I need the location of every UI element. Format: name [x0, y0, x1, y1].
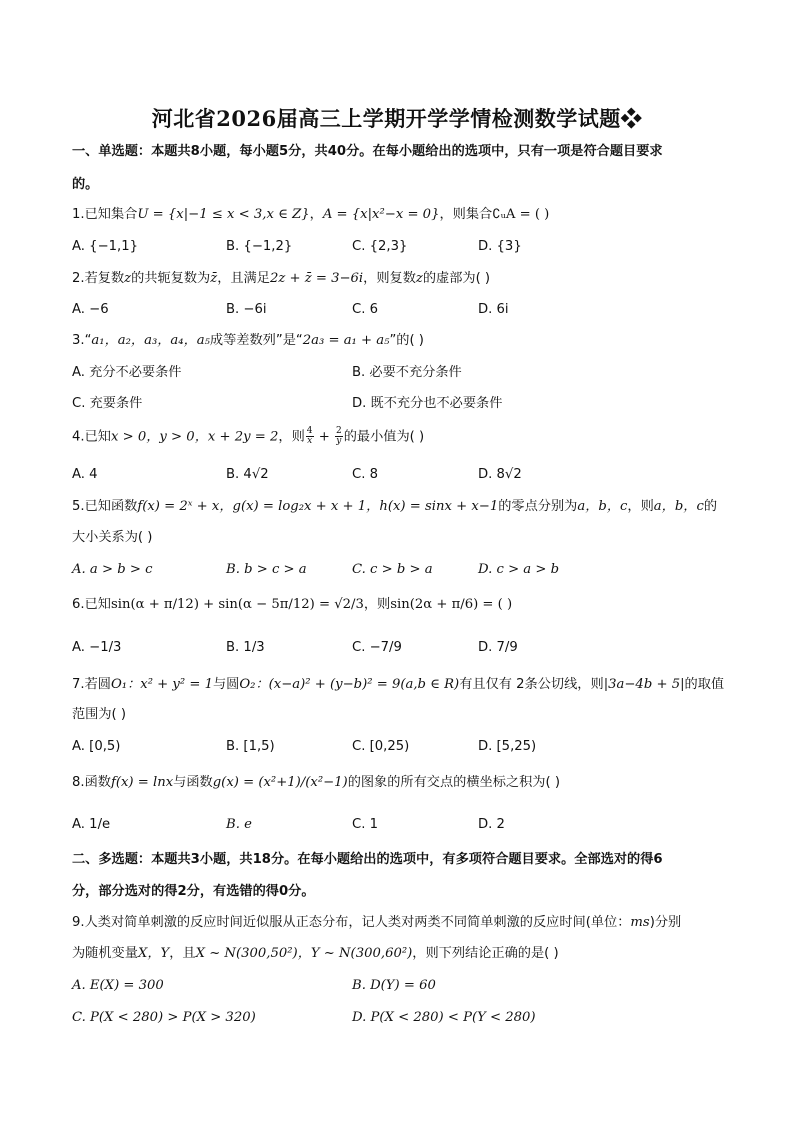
- question-7-line2: 范围为( ): [72, 707, 127, 722]
- q5-option-b[interactable]: B. b > c > a: [226, 562, 307, 577]
- q3-option-b[interactable]: B. 必要不充分条件: [352, 365, 462, 380]
- q1-option-b[interactable]: B. {−1,2}: [226, 239, 293, 254]
- question-4: 4.已知x > 0，y > 0，x + 2y = 2，则 $\frac{4}{x}$ + $\frac{2}{y}$ 的最小值为( ): [72, 426, 425, 446]
- question-9-line2: 为随机变量X，Y，且X ~ N(300,50²)，Y ~ N(300,60²)，则下列结论正确的是( ): [72, 946, 559, 961]
- fraction-2-over-y: $\frac{2}{y}$: [335, 426, 342, 446]
- q9-option-d[interactable]: D. P(X < 280) < P(Y < 280): [352, 1010, 536, 1025]
- page-title: 河北省2026届高三上学期开学学情检测数学试题❖: [151, 106, 643, 131]
- q7-option-d[interactable]: D. [5,25): [478, 739, 537, 754]
- question-7-line1: 7.若圆O₁：x² + y² = 1与圆O₂：(x−a)² + (y−b)² = 9(a,b ∈ R)有且仅有 2条公切线，则|3a−4b + 5|的取值: [72, 677, 725, 692]
- q1-option-c[interactable]: C. {2,3}: [352, 239, 408, 254]
- q4-option-b[interactable]: B. 4√2: [226, 467, 269, 482]
- section2-heading-line1: 二、多选题：本题共3小题，共18分。在每小题给出的选项中，有多项符合题目要求。全部选对的得6: [72, 852, 663, 867]
- question-2: 2.若复数z的共轭复数为z̄，且满足2z + z̄ = 3−6i，则复数z的虚部为( ): [72, 271, 491, 286]
- q5-option-a[interactable]: A. a > b > c: [72, 562, 153, 577]
- q5-option-c[interactable]: C. c > b > a: [352, 562, 433, 577]
- question-5-line2: 大小关系为( ): [72, 530, 153, 545]
- q7-option-b[interactable]: B. [1,5): [226, 739, 275, 754]
- fraction-4-over-x: $\frac{4}{x}$: [306, 426, 313, 446]
- q2-option-c[interactable]: C. 6: [352, 302, 378, 317]
- q2-option-b[interactable]: B. −6i: [226, 302, 267, 317]
- q3-option-c[interactable]: C. 充要条件: [72, 396, 143, 411]
- q3-option-d[interactable]: D. 既不充分也不必要条件: [352, 396, 503, 411]
- q8-option-a[interactable]: A. 1/e: [72, 817, 111, 832]
- q4-option-c[interactable]: C. 8: [352, 467, 378, 482]
- q8-option-d[interactable]: D. 2: [478, 817, 505, 832]
- q4-option-d[interactable]: D. 8√2: [478, 467, 522, 482]
- question-3: 3.“a₁，a₂，a₃，a₄，a₅成等差数列”是“2a₃ = a₁ + a₅”的( ): [72, 333, 424, 348]
- q2-option-a[interactable]: A. −6: [72, 302, 109, 317]
- q9-option-c[interactable]: C. P(X < 280) > P(X > 320): [72, 1010, 256, 1025]
- section1-heading-line2: 的。: [72, 177, 99, 192]
- q8-option-c[interactable]: C. 1: [352, 817, 378, 832]
- q9-option-b[interactable]: B. D(Y) = 60: [352, 978, 436, 993]
- q7-option-a[interactable]: A. [0,5): [72, 739, 121, 754]
- question-5-line1: 5.已知函数f(x) = 2ˣ + x，g(x) = log₂x + x + 1，h(x) = sinx + x−1的零点分别为a，b，c，则a，b，c的: [72, 499, 718, 514]
- question-6: 6.已知sin(α + π/12) + sin(α − 5π/12) = √2/3，则sin(2α + π/6) = ( ): [72, 597, 513, 612]
- q6-option-d[interactable]: D. 7/9: [478, 640, 518, 655]
- q4-option-a[interactable]: A. 4: [72, 467, 98, 482]
- q5-option-d[interactable]: D. c > a > b: [478, 562, 560, 577]
- q6-option-a[interactable]: A. −1/3: [72, 640, 122, 655]
- section1-heading-line1: 一、单选题：本题共8小题，每小题5分，共40分。在每小题给出的选项中，只有一项是符合题目要求: [72, 144, 663, 159]
- q7-option-c[interactable]: C. [0,25): [352, 739, 410, 754]
- q1-option-a[interactable]: A. {−1,1}: [72, 239, 138, 254]
- q8-option-b[interactable]: B. e: [226, 817, 252, 832]
- q1-option-d[interactable]: D. {3}: [478, 239, 522, 254]
- q3-option-a[interactable]: A. 充分不必要条件: [72, 365, 182, 380]
- q6-option-c[interactable]: C. −7/9: [352, 640, 402, 655]
- q9-option-a[interactable]: A. E(X) = 300: [72, 978, 164, 993]
- q6-option-b[interactable]: B. 1/3: [226, 640, 265, 655]
- question-9-line1: 9.人类对简单刺激的反应时间近似服从正态分布，记人类对两类不同简单刺激的反应时间(单位：ms)分别: [72, 915, 682, 930]
- question-1: 1.已知集合U = {x|−1 ≤ x < 3,x ∈ Z}，A = {x|x²−x = 0}，则集合∁ᵤA = ( ): [72, 207, 550, 222]
- question-8: 8.函数f(x) = lnx与函数g(x) = (x²+1)/(x²−1)的图象的所有交点的横坐标之积为( ): [72, 775, 560, 790]
- section2-heading-line2: 分，部分选对的得2分，有选错的得0分。: [72, 884, 315, 899]
- q2-option-d[interactable]: D. 6i: [478, 302, 509, 317]
